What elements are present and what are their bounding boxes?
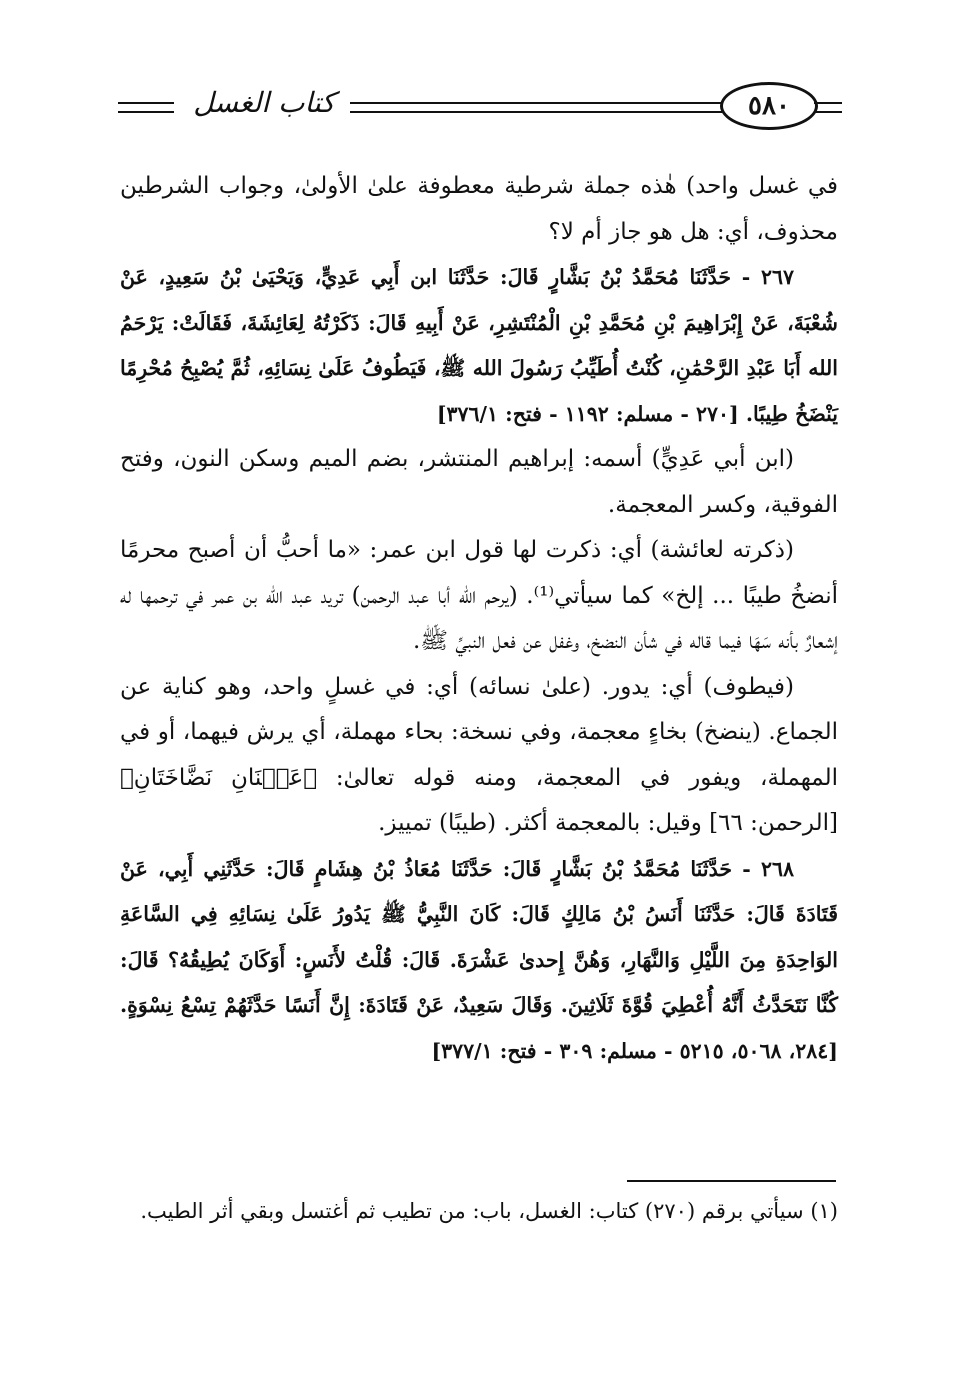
- header-rule: [350, 102, 722, 113]
- footnote-separator: [627, 1180, 836, 1182]
- hadith-268: ٢٦٨ - حَدَّثَنَا مُحَمَّدُ بْنُ بَشَّارٍ قَالَ: حَدَّثَنَا مُعَاذُ بْنُ هِشَامٍ قَالَ: حَدَّثَنِي أَبِي، عَنْ قَتَادَةَ قَالَ: حَدَّثَنَا أَنَسُ بْنُ مَالِكٍ قَالَ: كَانَ النَّبِيُّ ﷺ يَدُورُ عَلَىٰ نِسَائِهِ فِي السَّاعَةِ الوَاحِدَةِ مِنَ اللَّيْلِ وَالنَّهَارِ، وَهُنَّ إِحدىٰ عَشْرَةَ. قَالَ: قُلْتُ لأَنَسٍ: أَوَكَانَ يُطِيقُهُ؟ قَالَ: كُنَّا نَتَحَدَّثُ أَنَّهُ أُعْطِيَ قُوَّةَ ثَلَاثِينَ. وَقَالَ سَعِيدٌ، عَنْ قَتَادَةَ: إِنَّ أَنَسًا حَدَّثَهُمْ تِسْعُ نِسْوَةٍ. [٢٨٤، ٥٠٦٨، ٥٢١٥ - مسلم: ٣٠٩ - فتح: ٣٧٧/١]: [120, 856, 838, 1063]
- hadith-267: ٢٦٧ - حَدَّثَنَا مُحَمَّدُ بْنُ بَشَّارٍ قَالَ: حَدَّثَنَا ابن أَبِي عَدِيٍّ، وَيَحْيَىٰ بْنُ سَعِيدٍ، عَنْ شُعْبَةَ، عَنْ إِبْرَاهِيمَ بْنِ مُحَمَّدِ بْنِ الْمُنْتَشِرِ، عَنْ أَبِيهِ قَالَ: ذَكَرْتُهُ لِعَائِشَةَ، فَقَالَتْ: يَرْحَمُ الله أَبَا عَبْدِ الرَّحْمَٰنِ، كُنْتُ أُطَيِّبُ رَسُولَ الله ﷺ، فَيَطُوفُ عَلَىٰ نِسَائِهِ، ثُمَّ يُصْبِحُ مُحْرِمًا يَنْضَخُ طِيبًا. [٢٧٠ - مسلم: ١١٩٢ - فتح: ٣٧٦/١]: [120, 265, 838, 426]
- page-header: [118, 80, 842, 132]
- commentary-paragraph: (ابن أبي عَدِيٍّ) أسمه: إبراهيم المنتشر، بضم الميم وسكن النون، وفتح الفوقية، وكسر المعجمة.: [120, 446, 838, 518]
- footnote-1: (١) سيأتي برقم (٢٧٠) كتاب: الغسل، باب: من تطيب ثم أغتسل وبقي أثر الطيب.: [140, 1199, 838, 1223]
- commentary-paragraph: في غسل واحد) هٰذه جملة شرطية معطوفة علىٰ الأولىٰ، وجواب الشرطين محذوف، أي: هل هو جاز أم لا؟: [120, 173, 838, 245]
- commentary-paragraph: (فيطوف) أي: يدور. (علىٰ نسائه) أي: في غسلٍ واحد، وهو كناية عن الجماع. (ينضخ) بخاءٍ معجمة، وفي نسخة: بحاء مهملة، أي يرش فيهما، أو في المهملة، ويفور في المعجمة، ومنه قوله تعالىٰ: ﴿عَيۡنَانِ نَضَّاخَتَانِ﴾ [الرحمن: ٦٦] وقيل: بالمعجمة أكثر. (طيبًا) تمييز.: [120, 673, 838, 836]
- header-rule: [118, 102, 174, 113]
- commentary-paragraph: (ذكرته لعائشة) أي: ذكرت لها قول ابن عمر: «ما أحبُّ أن أصبح محرمًا أنضخُ طيبًا ... إلخ» كما سيأتي⁽¹⁾. (يرحم الله أبا عبد الرحمن) تريد عبد الله بن عمر في ترحمها له إشعارٌ بأنه سَهَا فيما قاله في شأن النضخ، وغفل عن فعل النبيِّ ﷺ.: [120, 537, 838, 654]
- main-text: [120, 164, 838, 1074]
- chapter-title: كتاب الغسل: [193, 86, 335, 119]
- page-number: ٥٨٠: [720, 82, 818, 130]
- header-rule: [814, 102, 842, 113]
